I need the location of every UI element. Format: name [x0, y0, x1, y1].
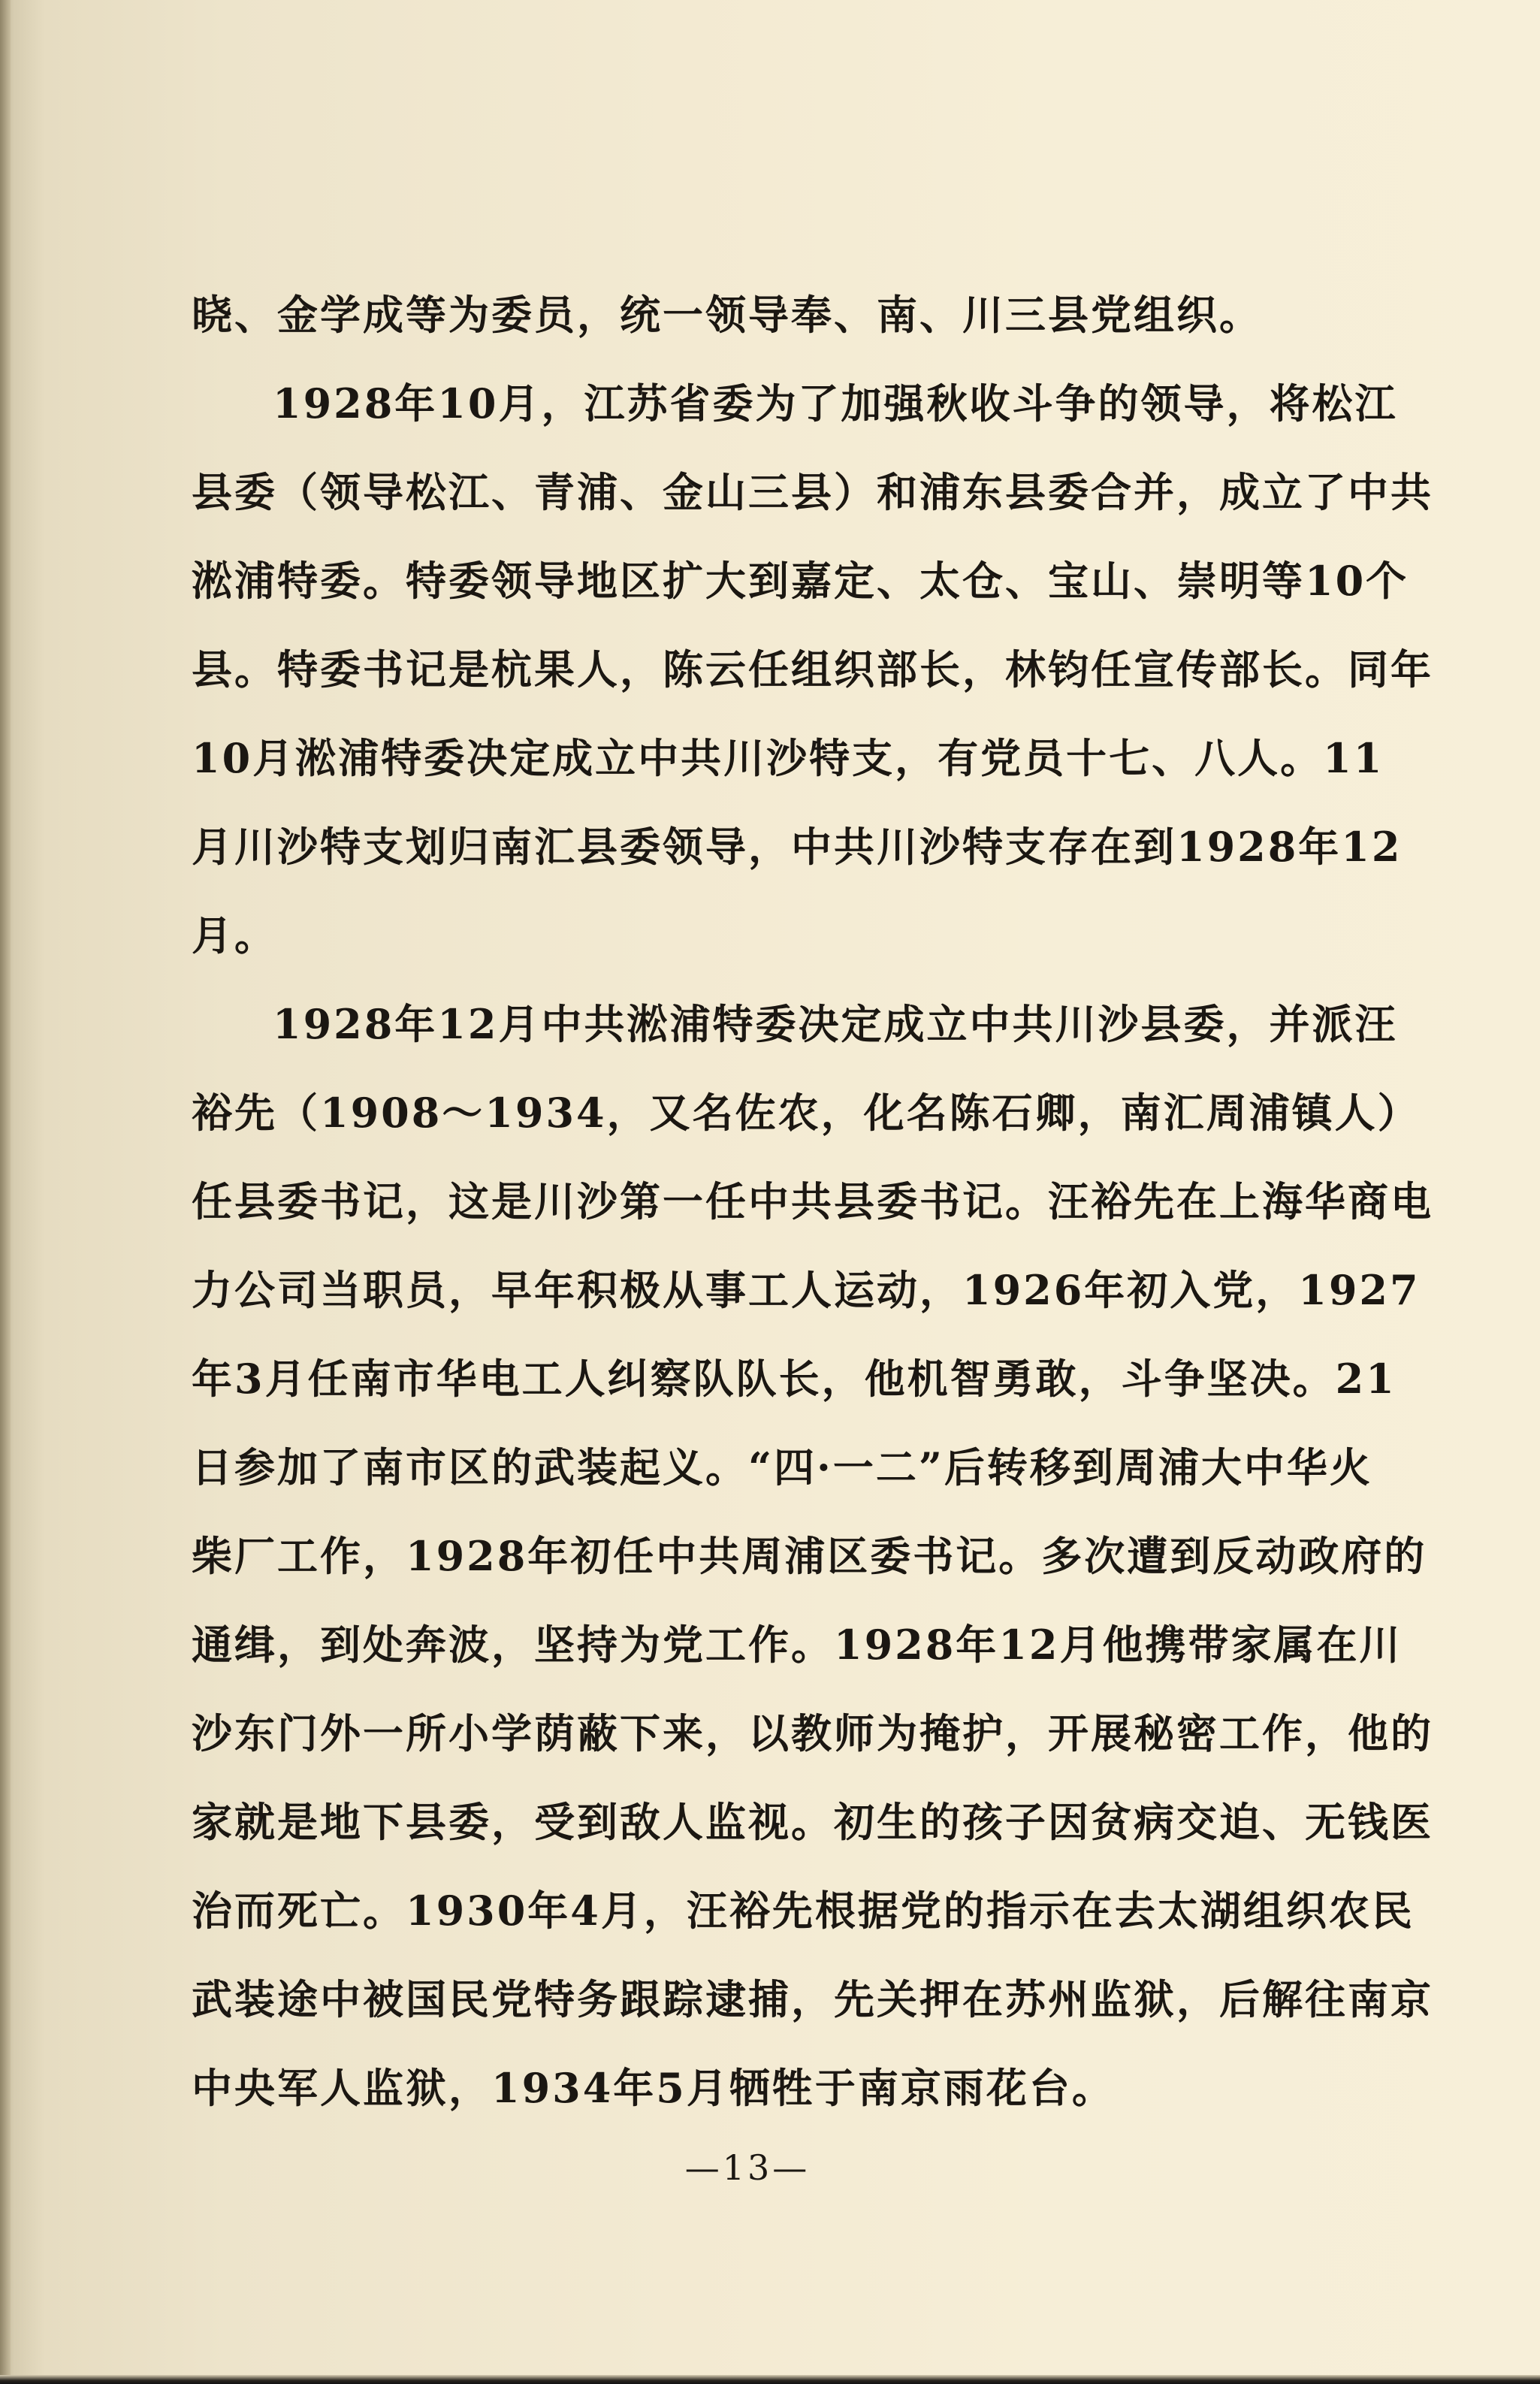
text-line: 中央军人监狱，1934年5月牺牲于南京雨花台。: [192, 2064, 1115, 2112]
text-line: 1928年12月中共淞浦特委决定成立中共川沙县委，并派汪: [273, 1000, 1398, 1048]
text-line: 县委（领导松江、青浦、金山三县）和浦东县委合并，成立了中共: [192, 468, 1433, 516]
text-line: 10月淞浦特委决定成立中共川沙特支，有党员十七、八人。11: [192, 734, 1384, 782]
body-text: [192, 270, 1433, 2132]
page-number: —13—: [684, 2147, 811, 2188]
text-line: 武装途中被国民党特务跟踪逮捕，先关押在苏州监狱，后解往南京: [192, 1975, 1433, 2023]
page-bottom-edge: [0, 2375, 1540, 2384]
binding-shadow: [0, 0, 11, 2384]
text-line: 日参加了南市区的武装起义。“四·一二”后转移到周浦大中华火: [192, 1443, 1372, 1491]
text-line: 淞浦特委。特委领导地区扩大到嘉定、太仓、宝山、崇明等10个: [192, 557, 1409, 605]
text-line: 裕先（1908～1934，又名佐农，化名陈石卿，南汇周浦镇人）: [192, 1089, 1421, 1137]
text-line: 任县委书记，这是川沙第一任中共县委书记。汪裕先在上海华商电: [192, 1177, 1433, 1225]
text-line: 月川沙特支划归南汇县委领导，中共川沙特支存在到1928年12: [192, 823, 1403, 871]
text-line: 力公司当职员，早年积极从事工人运动，1926年初入党，1927: [192, 1266, 1421, 1314]
text-line: 柴厂工作，1928年初任中共周浦区委书记。多次遭到反动政府的: [192, 1532, 1427, 1580]
text-line: 县。特委书记是杭果人，陈云任组织部长，林钧任宣传部长。同年: [192, 645, 1433, 693]
text-line: 1928年10月，江苏省委为了加强秋收斗争的领导，将松江: [273, 379, 1398, 428]
text-line: 沙东门外一所小学荫蔽下来，以教师为掩护，开展秘密工作，他的: [192, 1709, 1433, 1757]
text-line: 年3月任南市华电工人纠察队队长，他机智勇敢，斗争坚决。21: [192, 1355, 1397, 1403]
text-line: 治而死亡。1930年4月，汪裕先根据党的指示在去太湖组织农民: [192, 1887, 1415, 1935]
text-line: 家就是地下县委，受到敌人监视。初生的孩子因贫病交迫、无钱医: [192, 1798, 1433, 1846]
text-line: 晓、金学成等为委员，统一领导奉、南、川三县党组织。: [192, 291, 1262, 339]
text-line: 通缉，到处奔波，坚持为党工作。1928年12月他携带家属在川: [192, 1621, 1403, 1669]
text-line: 月。: [192, 911, 277, 959]
